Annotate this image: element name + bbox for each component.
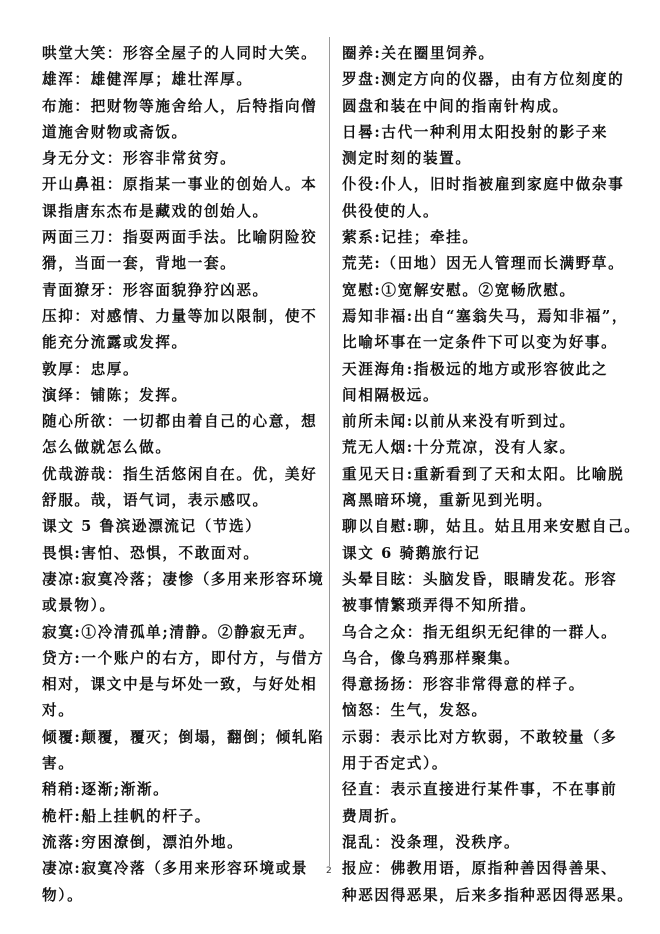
text-line: 课文 5 鲁滨逊漂流记（节选） xyxy=(42,518,262,536)
text-line: 前所未闻:以前从来没有听到过。 xyxy=(342,413,576,431)
text-line: 离黑暗环境，重新见到光明。 xyxy=(342,492,553,510)
text-line: 萦系:记挂；牵挂。 xyxy=(342,229,479,247)
text-line: 用于否定式）。 xyxy=(342,755,449,773)
text-line: 荒芜:（田地）因无人管理而长满野草。 xyxy=(342,255,625,273)
text-line: 供役使的人。 xyxy=(342,202,440,220)
text-line: 对。 xyxy=(42,702,75,720)
text-line: 贷方:一个账户的右方，即付方，与借方 xyxy=(42,649,325,667)
text-line: 害。 xyxy=(42,755,75,773)
text-line: 乌合，像乌鸦那样聚集。 xyxy=(342,649,521,667)
text-line: 倾覆:颠覆，覆灭；倒塌，翻倒；倾轧陷 xyxy=(42,728,325,746)
text-line: 演绎：铺陈；发挥。 xyxy=(42,386,188,404)
text-line: 随心所欲：一切都由着自己的心意，想 xyxy=(42,413,318,431)
page-number: 2 xyxy=(326,866,332,876)
text-line: 重见天日:重新看到了天和太阳。比喻脱 xyxy=(342,465,625,483)
text-line: 仆役:仆人，旧时指被雇到家庭中做杂事 xyxy=(342,176,625,194)
text-line: 畏惧:害怕、恐惧，不敢面对。 xyxy=(42,544,260,562)
text-line: 桅杆:船上挂帆的杆子。 xyxy=(42,807,211,825)
text-line: 身无分文：形容非常贫穷。 xyxy=(42,150,237,168)
text-line: 稍稍:逐渐;渐渐。 xyxy=(42,781,170,799)
text-line: 比喻坏事在一定条件下可以变为好事。 xyxy=(342,334,618,352)
text-line: 或景物）。 xyxy=(42,597,116,615)
text-line: 凄凉:寂寞冷落（多用来形容环境或景 xyxy=(42,860,309,878)
text-line: 被事情繁琐弄得不知所措。 xyxy=(342,597,537,615)
text-line: 头晕目眩：头脑发昏，眼睛发花。形容 xyxy=(342,570,618,588)
text-line: 罗盘:测定方向的仪器，由有方位刻度的 xyxy=(342,71,625,89)
text-line: 能充分流露或发挥。 xyxy=(42,334,188,352)
text-line: 种恶因得恶果，后来多指种恶因得恶果。 xyxy=(342,886,634,904)
text-line: 凄凉:寂寞冷落；凄惨（多用来形容环境 xyxy=(42,570,325,588)
text-line: 示弱：表示比对方软弱，不敢较量（多 xyxy=(342,728,618,746)
text-line: 怎么做就怎么做。 xyxy=(42,439,172,457)
text-line: 雄浑：雄健浑厚；雄壮浑厚。 xyxy=(42,71,253,89)
text-line: 天涯海角:指极远的地方或形容彼此之 xyxy=(342,360,609,378)
text-line: 寂寞:①冷清孤单;清静。②静寂无声。 xyxy=(42,623,316,641)
column-divider xyxy=(329,37,330,866)
text-line: 课文 6 骑鹅旅行记 xyxy=(342,544,481,562)
text-line: 优哉游哉：指生活悠闲自在。优，美好 xyxy=(42,465,318,483)
text-line: 混乱：没条理，没秩序。 xyxy=(342,833,521,851)
text-line: 布施：把财物等施舍给人，后特指向僧 xyxy=(42,97,318,115)
text-line: 道施舍财物或斋饭。 xyxy=(42,123,188,141)
text-line: 圈养:关在圈里饲养。 xyxy=(342,45,495,62)
text-line: 乌合之众：指无组织无纪律的一群人。 xyxy=(342,623,618,641)
text-line: 宽慰:①宽解安慰。②宽畅欣慰。 xyxy=(342,281,576,299)
text-line: 径直：表示直接进行某件事，不在事前 xyxy=(342,781,618,799)
left-column xyxy=(42,41,324,909)
text-line: 物）。 xyxy=(42,886,84,904)
text-line: 压抑：对感情、力量等加以限制，使不 xyxy=(42,307,318,325)
text-line: 猾，当面一套，背地一套。 xyxy=(42,255,237,273)
text-line: 荒无人烟:十分荒凉，没有人家。 xyxy=(342,439,576,457)
text-line: 恼怒：生气，发怒。 xyxy=(342,702,488,720)
text-line: 舒服。哉，语气词，表示感叹。 xyxy=(42,492,269,510)
text-line: 测定时刻的装置。 xyxy=(342,150,472,168)
text-line: 流落:穷困潦倒，漂泊外地。 xyxy=(42,833,244,851)
text-line: 课指唐东杰布是藏戏的创始人。 xyxy=(42,202,269,220)
text-line: 圆盘和装在中间的指南针构成。 xyxy=(342,97,569,115)
right-column xyxy=(342,41,641,909)
text-line: 费周折。 xyxy=(342,807,407,825)
text-line: 相对，课文中是与坏处一致，与好处相 xyxy=(42,676,318,694)
text-line: 间相隔极远。 xyxy=(342,386,440,404)
text-line: 焉知非福:出自“塞翁失马，焉知非福”， xyxy=(342,307,629,325)
text-line: 青面獠牙：形容面貌狰狞凶恶。 xyxy=(42,281,269,299)
text-line: 哄堂大笑：形容全屋子的人同时大笑。 xyxy=(42,45,318,62)
text-line: 报应：佛教用语，原指种善因得善果、 xyxy=(342,860,618,878)
text-line: 聊以自慰:聊，姑且。姑且用来安慰自己。 xyxy=(342,518,641,536)
text-line: 敦厚：忠厚。 xyxy=(42,360,140,378)
text-line: 得意扬扬：形容非常得意的样子。 xyxy=(342,676,585,694)
text-line: 开山鼻祖：原指某一事业的创始人。本 xyxy=(42,176,318,194)
text-line: 日晷:古代一种利用太阳投射的影子来 xyxy=(342,123,609,141)
text-line: 两面三刀：指耍两面手法。比喻阴险狡 xyxy=(42,229,318,247)
